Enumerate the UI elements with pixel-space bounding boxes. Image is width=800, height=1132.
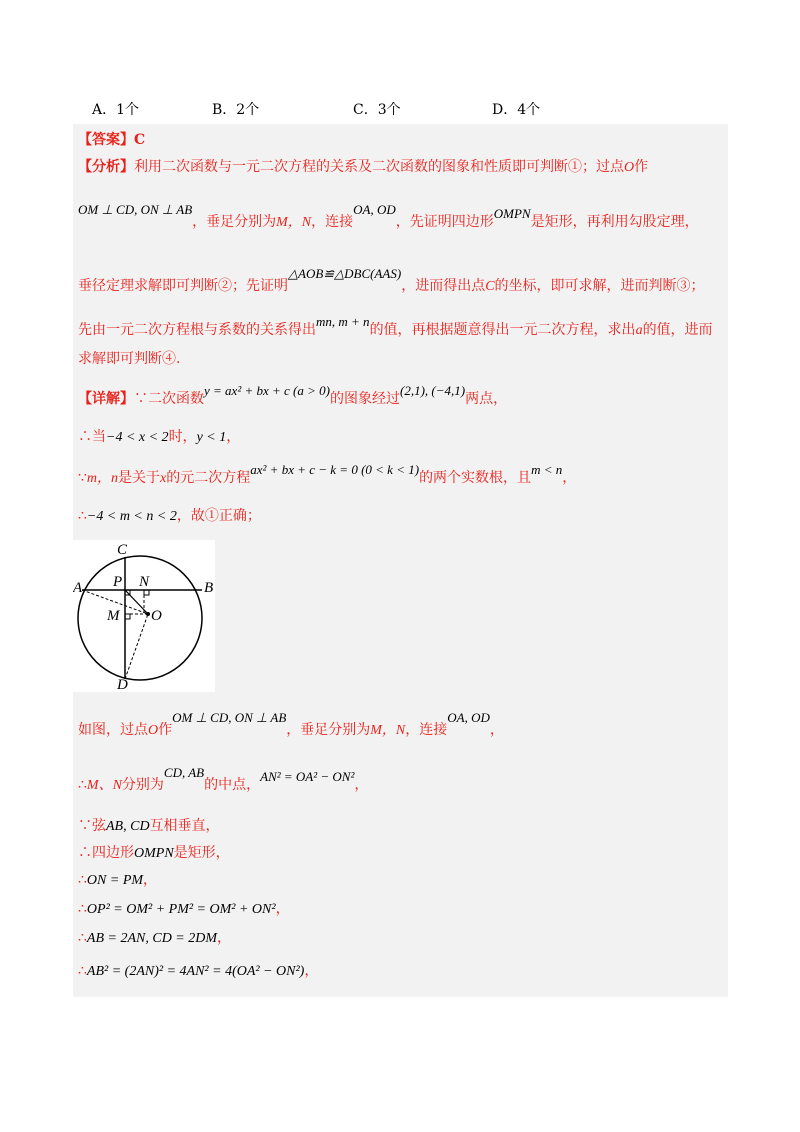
detail-vars: M，N — [370, 723, 406, 738]
label-p: P — [113, 574, 123, 590]
detail-text: ，连接 — [405, 722, 448, 738]
detail-text: 两点， — [465, 391, 508, 407]
label-b: B — [204, 580, 214, 596]
math-expression: m < n — [531, 462, 563, 477]
analysis-line-1 — [78, 157, 648, 178]
detail-text: ∵二次函数 — [134, 391, 204, 407]
detail-text: ，垂足分别为 — [286, 722, 371, 738]
detail-line-2 — [78, 427, 240, 448]
analysis-text: 垂径定理求解即可判断②；先证明 — [78, 278, 288, 294]
segment-po — [125, 590, 148, 614]
circle-diagram — [73, 540, 215, 692]
detail-text: ∵弦 — [78, 818, 106, 834]
detail-text: ， — [275, 901, 290, 917]
answer-line — [78, 130, 145, 150]
detail-text: ， — [217, 930, 232, 946]
math-expression: −4 < x < 2 — [106, 430, 169, 445]
detail-text: ∴ — [78, 872, 87, 888]
math-expression: OM ⊥ CD, ON ⊥ AB — [78, 202, 193, 217]
detail-text: 互相垂直， — [149, 818, 220, 834]
detail-line-11 — [78, 928, 231, 949]
detail-text: 分别为 — [121, 777, 164, 793]
math-expression: OMPN — [493, 206, 531, 221]
analysis-text: 的值，再根据题意得出一元二次方程，求出 — [369, 322, 636, 338]
label-m: M — [107, 608, 120, 624]
detail-line-4 — [78, 506, 261, 527]
label-o: O — [151, 608, 162, 624]
detail-line-3 — [78, 462, 577, 489]
answer-value: C — [134, 132, 146, 148]
math-expression: AB, CD — [106, 819, 150, 834]
analysis-line-2 — [78, 202, 699, 233]
detail-text: 的中点， — [204, 777, 261, 793]
detail-text: ， — [562, 470, 577, 486]
analysis-tag: 【分析】 — [78, 159, 134, 175]
detail-text: ∴当 — [78, 429, 106, 445]
analysis-text: 的值，进而 — [642, 322, 713, 338]
detail-var: x — [160, 471, 167, 486]
math-expression: y = ax² + bx + c (a > 0) — [204, 383, 330, 398]
analysis-text: ，垂足分别为 — [192, 214, 277, 230]
detail-text: 是矩形， — [173, 845, 230, 861]
circle-diagram-svg — [73, 540, 215, 692]
detail-line-6 — [78, 765, 369, 796]
analysis-text: 利用二次函数与一元二次方程的关系及二次函数的图象和性质即可判断①；过点 — [134, 159, 624, 175]
detail-text: ∴ — [78, 930, 87, 946]
detail-line-1 — [78, 383, 508, 409]
center-o — [146, 612, 150, 616]
analysis-point: O — [624, 160, 635, 175]
math-expression: OM ⊥ CD, ON ⊥ AB — [172, 710, 287, 725]
analysis-vars: M，N — [276, 215, 312, 230]
math-expression: AB = 2AN, CD = 2DM — [86, 931, 218, 946]
math-expression: OMPN — [134, 846, 174, 861]
detail-text: ， — [489, 722, 504, 738]
option-c: C．3个 — [353, 102, 401, 118]
detail-text: 的图象经过 — [329, 391, 400, 407]
detail-text: 的元二次方程 — [166, 470, 251, 486]
detail-text: ， — [304, 963, 319, 979]
analysis-line-5: 求解即可判断④. — [78, 351, 181, 367]
math-expression: OA, OD — [447, 710, 490, 725]
analysis-var: a — [635, 323, 643, 338]
analysis-line-4 — [78, 314, 713, 341]
detail-text: ∴ — [78, 963, 87, 979]
detail-text: ，故①正确； — [176, 508, 261, 524]
analysis-text: ，连接 — [311, 214, 354, 230]
detail-text: ∴ — [78, 777, 87, 793]
analysis-text: 的坐标，即可求解，进而判断③； — [494, 278, 705, 294]
math-expression: OP² = OM² + PM² = OM² + ON² — [86, 902, 276, 917]
analysis-line-3 — [78, 266, 705, 297]
label-c: C — [117, 542, 128, 558]
detail-point: O — [148, 723, 159, 738]
detail-text: 作 — [158, 722, 173, 738]
option-d: D．4个 — [492, 102, 541, 118]
math-expression: OA, OD — [353, 202, 396, 217]
math-expression: △AOB≌△DBC(AAS) — [288, 266, 402, 281]
analysis-text: 作 — [634, 159, 649, 175]
detail-text: ∴四边形 — [78, 845, 134, 861]
analysis-text: 先由一元二次方程根与系数的关系得出 — [78, 322, 316, 338]
detail-text: ∴ — [78, 901, 87, 917]
detail-text: ， — [354, 777, 369, 793]
detail-text: 是关于 — [118, 470, 161, 486]
option-a: A．1个 — [92, 102, 140, 118]
detail-line-5 — [78, 710, 504, 741]
detail-text: ， — [226, 429, 241, 445]
detail-vars: m，n — [86, 471, 119, 486]
detail-line-7 — [78, 816, 220, 837]
math-expression: CD, AB — [163, 765, 205, 780]
analysis-text: ，先证明四边形 — [395, 214, 494, 230]
detail-line-10 — [78, 899, 290, 920]
detail-text: ∵ — [78, 470, 87, 486]
label-a: A — [73, 580, 83, 596]
math-expression: −4 < m < n < 2 — [86, 509, 177, 524]
label-d: D — [117, 677, 128, 692]
option-b: B．2个 — [212, 102, 260, 118]
math-expression: ON = PM — [86, 873, 144, 888]
segment-od — [125, 614, 148, 679]
detail-line-9 — [78, 870, 157, 891]
math-expression: mn, m + n — [316, 314, 370, 329]
detail-text: 的两个实数根，且 — [419, 470, 532, 486]
detail-text: 时， — [168, 429, 197, 445]
analysis-point: C — [485, 279, 495, 294]
label-n: N — [139, 574, 150, 590]
detail-tag: 【详解】 — [78, 391, 134, 407]
math-expression: ax² + bx + c − k = 0 (0 < k < 1) — [250, 462, 420, 477]
math-expression: AB² = (2AN)² = 4AN² = 4(OA² − ON²) — [86, 964, 305, 979]
math-expression: (2,1), (−4,1) — [399, 383, 466, 398]
detail-text: 如图，过点 — [78, 722, 148, 738]
detail-text: ∴ — [78, 508, 87, 524]
detail-line-8 — [78, 843, 230, 864]
detail-text: ， — [143, 872, 158, 888]
detail-line-12 — [78, 961, 318, 982]
math-expression: AN² = OA² − ON² — [260, 769, 355, 784]
detail-vars: M、N — [86, 778, 122, 793]
math-expression: y < 1 — [196, 430, 227, 445]
analysis-text: 是矩形，再利用勾股定理， — [530, 214, 699, 230]
answer-tag: 【答案】 — [78, 132, 134, 148]
analysis-text: ，进而得出点 — [401, 278, 486, 294]
